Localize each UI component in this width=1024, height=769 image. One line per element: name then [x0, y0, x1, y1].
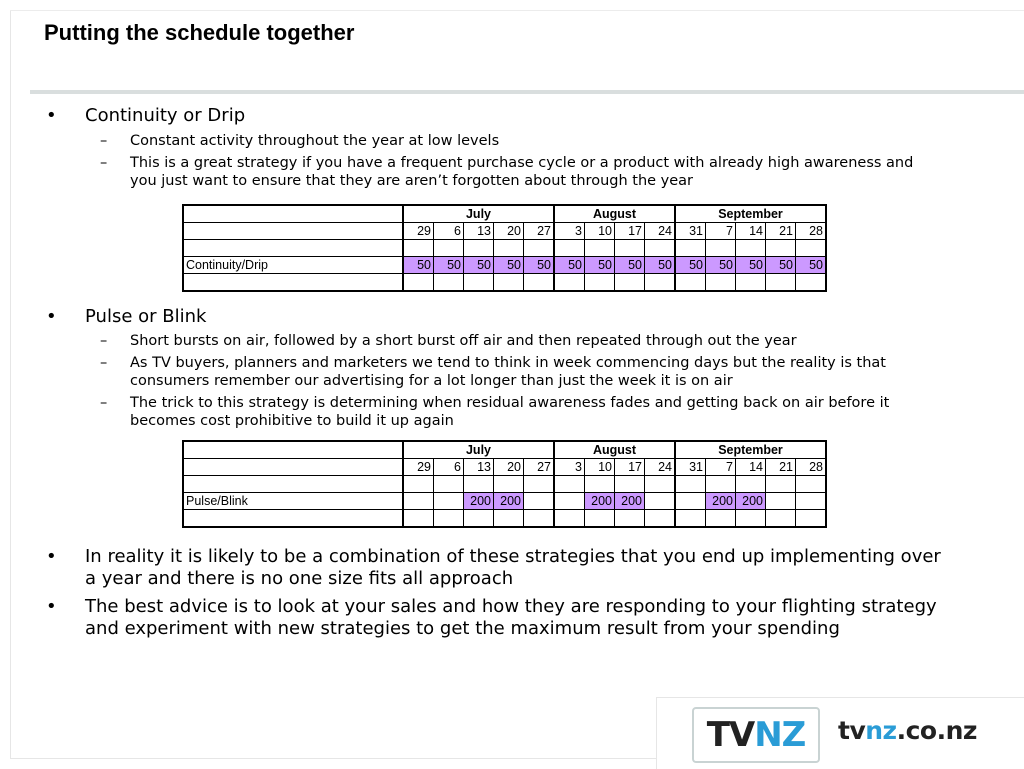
- date-cell: 28: [796, 223, 827, 240]
- sub-bullet-text: Constant activity throughout the year at low levels: [130, 133, 500, 149]
- date-cell: 10: [585, 223, 615, 240]
- date-cell: 28: [796, 459, 827, 476]
- value-cell: [796, 493, 827, 510]
- table-empty-row: [183, 476, 826, 493]
- table-data-row: [183, 257, 826, 274]
- bullet-text: The best advice is to look at your sales and how they are responding to your flighting strategy: [85, 596, 937, 617]
- sub-bullet-text: This is a great strategy if you have a frequent purchase cycle or a product with already high awareness and: [130, 155, 914, 171]
- value-cell: 200: [464, 493, 494, 510]
- month-header: September: [675, 441, 826, 459]
- table-month-row: [183, 441, 826, 459]
- date-cell: 10: [585, 459, 615, 476]
- sub-bullet-text: consumers remember our advertising for a lot longer than just the week it is on air: [130, 373, 733, 389]
- value-cell: [403, 493, 434, 510]
- schedule-table-continuity: [182, 204, 827, 292]
- sub-bullet-text: becomes cost prohibitive to build it up again: [130, 413, 454, 429]
- bullet-text: Continuity or Drip: [85, 105, 246, 126]
- date-cell: 20: [494, 459, 524, 476]
- table-date-row: [183, 223, 826, 240]
- value-cell: 50: [675, 257, 706, 274]
- value-cell: 50: [434, 257, 464, 274]
- bullet-dot: •: [46, 306, 57, 327]
- date-cell: 29: [403, 223, 434, 240]
- table-empty-row: [183, 274, 826, 292]
- table-empty-row: [183, 240, 826, 257]
- date-cell: 7: [706, 223, 736, 240]
- value-cell: 200: [585, 493, 615, 510]
- date-cell: 17: [615, 459, 645, 476]
- value-cell: 50: [736, 257, 766, 274]
- value-cell: [766, 493, 796, 510]
- value-cell: 50: [615, 257, 645, 274]
- value-cell: [675, 493, 706, 510]
- value-cell: 50: [585, 257, 615, 274]
- schedule-table-pulse: [182, 440, 827, 528]
- table-month-row: [183, 205, 826, 223]
- bullet-text: Pulse or Blink: [85, 306, 207, 327]
- value-cell: 50: [494, 257, 524, 274]
- date-cell: 29: [403, 459, 434, 476]
- tvnz-logo: TVNZ: [692, 707, 820, 763]
- value-cell: 200: [706, 493, 736, 510]
- value-cell: 50: [524, 257, 555, 274]
- value-cell: [554, 493, 585, 510]
- value-cell: 200: [615, 493, 645, 510]
- date-cell: 21: [766, 459, 796, 476]
- value-cell: 50: [766, 257, 796, 274]
- value-cell: 200: [494, 493, 524, 510]
- date-cell: 31: [675, 459, 706, 476]
- value-cell: [434, 493, 464, 510]
- sub-bullet-text: As TV buyers, planners and marketers we tend to think in week commencing days but the reality is that: [130, 355, 886, 371]
- month-header: July: [403, 441, 554, 459]
- date-cell: 14: [736, 223, 766, 240]
- row-label: Pulse/Blink: [183, 493, 403, 510]
- date-cell: 13: [464, 223, 494, 240]
- title-divider: [30, 90, 1024, 94]
- month-header: July: [403, 205, 554, 223]
- date-cell: 3: [554, 223, 585, 240]
- date-cell: 27: [524, 223, 555, 240]
- date-cell: 6: [434, 459, 464, 476]
- frame-bottom-border: [10, 758, 660, 759]
- value-cell: 50: [554, 257, 585, 274]
- value-cell: 200: [736, 493, 766, 510]
- date-cell: 17: [615, 223, 645, 240]
- slide-title: Putting the schedule together: [44, 20, 355, 45]
- table-date-row: [183, 459, 826, 476]
- date-cell: 24: [645, 459, 676, 476]
- date-cell: 6: [434, 223, 464, 240]
- bullet-text: a year and there is no one size fits all approach: [85, 568, 514, 589]
- frame-left-border: [10, 10, 11, 758]
- table-empty-row: [183, 510, 826, 528]
- sub-bullet-text: you just want to ensure that they are aren’t forgotten about through the year: [130, 173, 694, 189]
- row-label: Continuity/Drip: [183, 257, 403, 274]
- month-header: August: [554, 441, 675, 459]
- bullet-text: and experiment with new strategies to get the maximum result from your spending: [85, 618, 840, 639]
- bullet-dot: •: [46, 596, 57, 617]
- month-header: September: [675, 205, 826, 223]
- month-header: August: [554, 205, 675, 223]
- bullet-text: In reality it is likely to be a combination of these strategies that you end up implementing over: [85, 546, 941, 567]
- bullet-dot: •: [46, 105, 57, 126]
- value-cell: 50: [796, 257, 827, 274]
- date-cell: 7: [706, 459, 736, 476]
- date-cell: 14: [736, 459, 766, 476]
- value-cell: 50: [464, 257, 494, 274]
- bullet-dot: •: [46, 546, 57, 567]
- value-cell: [524, 493, 555, 510]
- date-cell: 31: [675, 223, 706, 240]
- sub-bullet-text: Short bursts on air, followed by a short burst off air and then repeated through out the year: [130, 333, 797, 349]
- value-cell: 50: [645, 257, 676, 274]
- date-cell: 24: [645, 223, 676, 240]
- value-cell: 50: [403, 257, 434, 274]
- tvnz-url: tvnz.co.nz: [838, 716, 977, 745]
- frame-top-border: [10, 10, 1024, 11]
- value-cell: [645, 493, 676, 510]
- table-data-row: [183, 493, 826, 510]
- date-cell: 13: [464, 459, 494, 476]
- date-cell: 20: [494, 223, 524, 240]
- sub-bullet-text: The trick to this strategy is determining when residual awareness fades and getting back on air before it: [130, 395, 890, 411]
- date-cell: 3: [554, 459, 585, 476]
- value-cell: 50: [706, 257, 736, 274]
- date-cell: 27: [524, 459, 555, 476]
- date-cell: 21: [766, 223, 796, 240]
